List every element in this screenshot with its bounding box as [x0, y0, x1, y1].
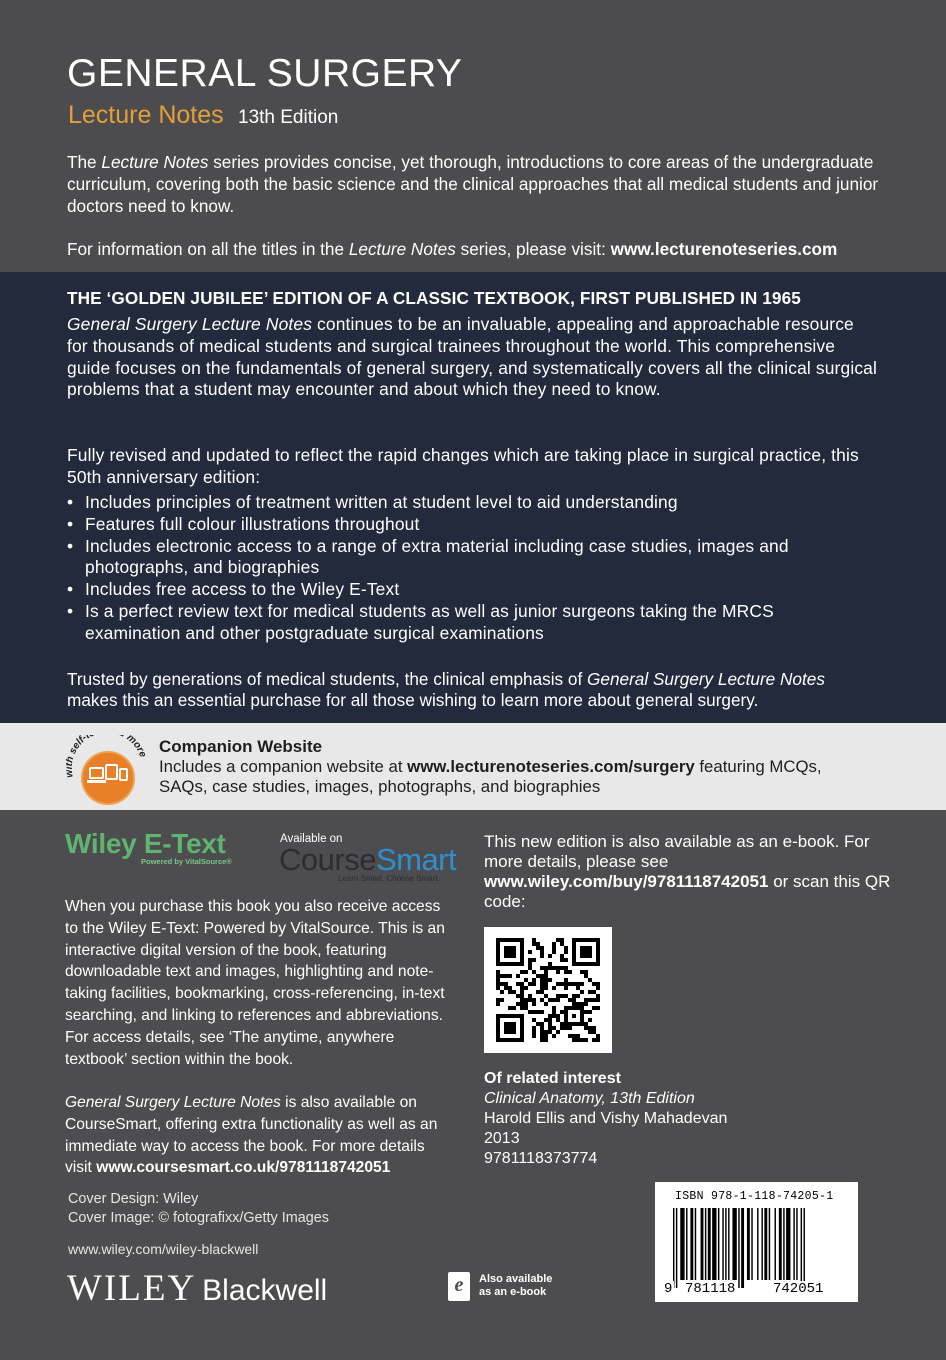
description-paragraph-3: [67, 669, 867, 711]
bullet-icon: •: [67, 513, 74, 534]
also-available-ebook: [479, 1273, 552, 1299]
bullet-icon: •: [67, 535, 74, 556]
related-heading: Of related interest: [484, 1070, 621, 1087]
list-item: [67, 536, 867, 580]
badge-curved-text: self-t more: [67, 735, 149, 759]
companion-website-icon: [66, 735, 154, 805]
coursesmart-logo-smart: Smart: [375, 842, 457, 877]
coursesmart-available-label: Available on: [280, 833, 343, 845]
etext-description: When you purchase this book you also receive access to the Wiley E-Text: Powered by VitalSource. This is an interactive digital version of the book, featuring downloadable text and images, highlighting and note-taking facilities, bookmarking, cross-referencing, in-text searching, and linking to references and abbreviations. For access details, see ‘The anytime, anywhere textbook’ section within the book.: [65, 898, 445, 1068]
description-paragraph-1: [67, 314, 879, 401]
book-title: GENERAL SURGERY: [67, 52, 463, 95]
ebook-label-line-2: as an e-book: [479, 1286, 547, 1298]
paragraph-3-pre: Trusted by generations of medical students, the clinical emphasis of: [67, 669, 588, 689]
wiley-wordmark: WILEY: [67, 1268, 197, 1309]
series-info-mid: series, please visit:: [455, 239, 611, 259]
barcode-digits-right: 742051: [773, 1281, 824, 1297]
companion-badge: [66, 735, 154, 805]
list-item: [67, 601, 867, 645]
book-name-italic: General Surgery Lecture Notes: [587, 669, 825, 689]
ebook-url-link[interactable]: www.wiley.com/buy/9781118742051: [484, 872, 769, 891]
intro-text-post: series provides concise, yet thorough, introductions to core areas of the undergraduate curriculum, covering both the basic science and the clinical approaches that all medical students and junior doctors need to know.: [67, 152, 879, 216]
related-year: 2013: [484, 1130, 520, 1147]
coursesmart-text: is also available on CourseSmart, offering extra functionality as well as an immediate way to access the book. For more details visit: [65, 1094, 438, 1177]
book-name-italic: General Surgery Lecture Notes: [65, 1094, 281, 1111]
cover-credits: [68, 1190, 329, 1228]
companion-url-link[interactable]: www.lecturenoteseries.com/surgery: [407, 757, 695, 776]
isbn-barcode: [655, 1182, 858, 1302]
coursesmart-url-link[interactable]: www.coursesmart.co.uk/9781118742051: [96, 1159, 391, 1177]
series-info-name: Lecture Notes: [348, 239, 456, 259]
list-item-text: Includes free access to the Wiley E-Text: [85, 579, 400, 600]
list-item: [67, 492, 867, 514]
vitalsource-tagline: Powered by VitalSource®: [141, 857, 232, 866]
companion-text-post: featuring MCQs, SAQs, case studies, images, photographs, and biographies: [159, 757, 822, 796]
series-url-link[interactable]: www.lecturenoteseries.com: [610, 239, 838, 259]
list-item: [67, 579, 867, 601]
wiley-etext-logo: Wiley E-Text: [65, 828, 226, 859]
cover-design-credit: Cover Design: Wiley: [68, 1191, 199, 1207]
top-section: [0, 0, 946, 272]
book-name-italic: General Surgery Lecture Notes: [67, 314, 313, 334]
companion-text-pre: Includes a companion website at: [159, 757, 408, 776]
wiley-blackwell-url[interactable]: www.wiley.com/wiley-blackwell: [68, 1241, 259, 1257]
qr-code[interactable]: [484, 927, 612, 1053]
barcode-digit-first: 9: [664, 1281, 673, 1297]
related-isbn: 9781118373774: [484, 1150, 598, 1167]
coursesmart-logo: [279, 842, 456, 878]
intro-series-name: Lecture Notes: [101, 152, 209, 172]
coursesmart-logo-course: Course: [279, 842, 376, 877]
description-paragraph-2: Fully revised and updated to reflect the rapid changes which are taking place in surgical practice, this 50th anniversary edition:: [67, 445, 859, 487]
related-book-title: Clinical Anatomy, 13th Edition: [484, 1090, 695, 1107]
book-subtitle: Lecture Notes: [68, 101, 224, 129]
barcode-digits-left: 781118: [685, 1281, 736, 1297]
blackwell-wordmark: Blackwell: [202, 1274, 328, 1307]
paragraph-1-text: continues to be an invaluable, appealing and approachable resource for thousands of medical students and surgical trainees throughout the world. This comprehensive guide focuses on the fundamentals of general surgery, and systematically covers all the clinical surgical problems that a student may encounter and about which they need to know.: [67, 314, 878, 400]
related-authors: Harold Ellis and Vishy Mahadevan: [484, 1110, 728, 1127]
bullet-icon: •: [67, 579, 74, 600]
paragraph-3-post: makes this an essential purchase for all those wishing to learn more about general surgery.: [67, 690, 759, 710]
feature-list: [67, 492, 867, 645]
bullet-icon: •: [67, 600, 74, 621]
list-item-text: Includes principles of treatment written at student level to aid understanding: [85, 492, 678, 512]
intro-text-pre: The: [67, 152, 102, 172]
bullet-icon: •: [67, 492, 74, 512]
qr-code-icon: [496, 938, 600, 1042]
barcode-icon: [673, 1208, 841, 1288]
companion-title: Companion Website: [159, 737, 323, 756]
list-item-text: Includes electronic access to a range of extra material including case studies, images and photographs, and biographies: [85, 535, 789, 578]
companion-text: [159, 757, 859, 797]
book-edition: 13th Edition: [238, 107, 339, 128]
coursesmart-description: [65, 1092, 455, 1179]
isbn-label: ISBN 978-1-118-74205-1: [675, 1190, 834, 1203]
coursesmart-tagline: Learn Smart. Choose Smart.: [338, 874, 440, 883]
series-info: [67, 238, 927, 260]
list-item-text: Features full colour illustrations throughout: [85, 513, 420, 534]
ebook-info-post: or scan this QR code:: [484, 872, 891, 911]
ebook-info: [484, 832, 904, 912]
list-item-text: Is a perfect review text for medical students as well as junior surgeons taking the MRCS examination and other postgraduate surgical examinations: [85, 600, 774, 643]
description-headline: THE ‘GOLDEN JUBILEE’ EDITION OF A CLASSIC TEXTBOOK, FIRST PUBLISHED IN 1965: [67, 288, 801, 308]
cover-image-credit: Cover Image: © fotografixx/Getty Images: [68, 1210, 329, 1226]
list-item: [67, 514, 867, 536]
series-intro: [67, 151, 882, 217]
ebook-info-text: This new edition is also available as an e-book. For more details, please see: [484, 832, 870, 871]
ebook-icon: e: [448, 1272, 470, 1301]
series-info-pre: For information on all the titles in the: [67, 239, 349, 259]
ebook-label-line-1: Also available: [479, 1273, 553, 1285]
related-interest: [484, 1069, 727, 1169]
wiley-blackwell-logo: [67, 1267, 327, 1310]
